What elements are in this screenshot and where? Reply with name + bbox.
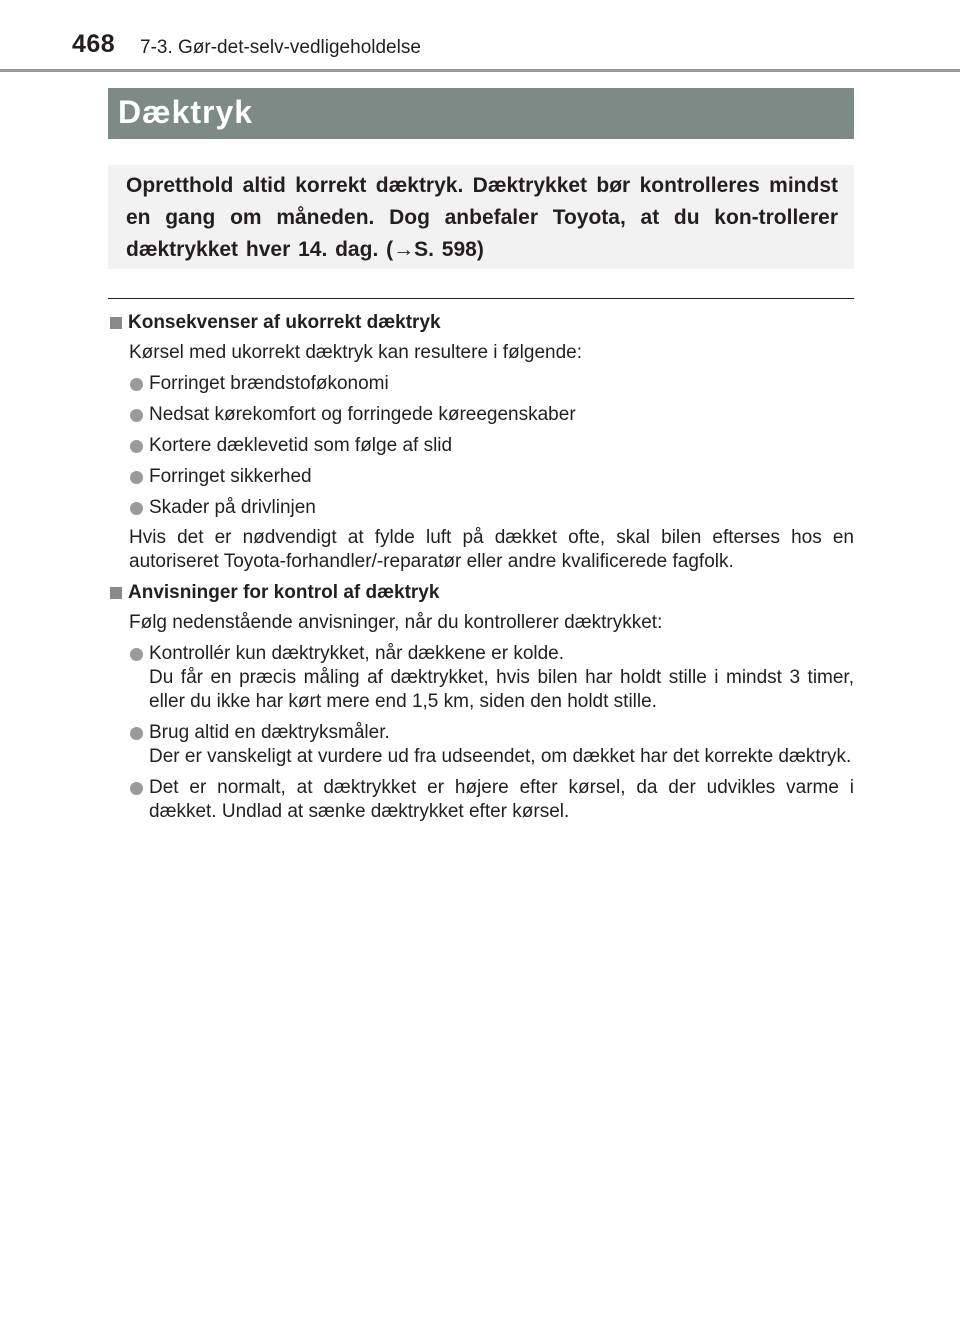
list-item	[108, 403, 854, 427]
page-reference-link[interactable]: S. 598)	[414, 238, 484, 261]
content-rule	[108, 298, 854, 299]
section-heading-text: Konsekvenser af ukorrekt dæktryk	[128, 312, 441, 333]
section-note: Hvis det er nødvendigt at fylde luft på dækket ofte, skal bilen efterses hos en autoriseret Toyota-forhandler/-reparatør eller andre kvalificerede fagfolk.	[129, 527, 854, 572]
intro-body: Opretthold altid korrekt dæktryk. Dæktrykket bør kontrolleres mindst en gang om måneden. Dog anbefaler Toyota, at du kon-trollerer dæktrykket hver 14. dag. (	[126, 174, 838, 261]
list-item-detail: Der er vanskeligt at vurdere ud fra udseendet, om dækket har det korrekte dæktryk.	[149, 746, 852, 767]
list-item-text: Det er normalt, at dæktrykket er højere efter kørsel, da der udvikles varme i dækket. Undlad at sænke dæktrykket efter kørsel.	[149, 777, 854, 822]
bullet-dot-icon	[130, 727, 143, 740]
bullet-dot-icon	[130, 502, 143, 515]
bullet-dot-icon	[130, 782, 143, 795]
list-item	[108, 642, 854, 714]
header-rule	[0, 69, 960, 72]
section-heading	[108, 581, 854, 605]
list-item	[108, 465, 854, 489]
list-item	[108, 721, 854, 769]
section-lead: Kørsel med ukorrekt dæktryk kan resultere i følgende:	[129, 342, 583, 363]
list-item-text: Skader på drivlinjen	[149, 497, 316, 518]
bullet-dot-icon	[130, 471, 143, 484]
content	[108, 308, 854, 824]
section-label: 7-3. Gør-det-selv-vedligeholdelse	[140, 37, 421, 58]
square-bullet-icon	[110, 587, 122, 599]
list-item-detail: Du får en præcis måling af dæktrykket, hvis bilen har holdt stille i mindst 3 timer, eller du ikke har kørt mere end 1,5 km, siden den holdt stille.	[149, 667, 854, 712]
list-item	[108, 776, 854, 824]
list-item	[108, 372, 854, 396]
section-heading-text: Anvisninger for kontrol af dæktryk	[128, 582, 440, 603]
section-heading	[108, 311, 854, 335]
list-item-text: Forringet brændstoføkonomi	[149, 373, 389, 394]
bullet-dot-icon	[130, 409, 143, 422]
list-item-text: Kortere dæklevetid som følge af slid	[149, 435, 453, 456]
title-bar	[108, 88, 854, 139]
list-item-text: Nedsat kørekomfort og forringede køreegenskaber	[149, 404, 576, 425]
intro-text	[126, 170, 838, 266]
bullet-dot-icon	[130, 378, 143, 391]
list-item	[108, 434, 854, 458]
intro-box	[108, 165, 854, 269]
bullet-dot-icon	[130, 648, 143, 661]
list-item-text: Kontrollér kun dæktrykket, når dækkene er kolde.	[149, 643, 565, 664]
bullet-dot-icon	[130, 440, 143, 453]
arrow-icon: →	[393, 238, 415, 261]
list-item	[108, 496, 854, 520]
list-item-text: Forringet sikkerhed	[149, 466, 312, 487]
page-number: 468	[72, 30, 116, 58]
section-lead: Følg nedenstående anvisninger, når du kontrollerer dæktrykket:	[129, 612, 663, 633]
list-item-text: Brug altid en dæktryksmåler.	[149, 722, 390, 743]
page-title: Dæktryk	[118, 94, 254, 130]
square-bullet-icon	[110, 317, 122, 329]
